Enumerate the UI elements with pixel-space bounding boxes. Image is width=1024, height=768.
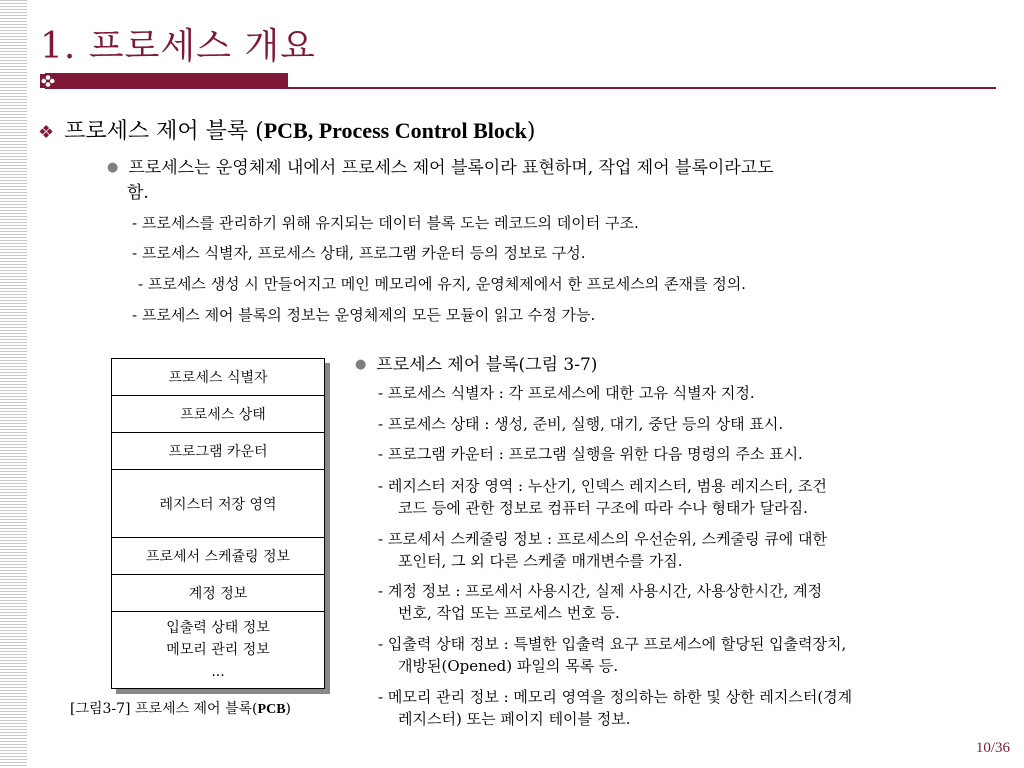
pcb-row-line: ...	[211, 664, 225, 680]
pcb-field-desc-cont: 레지스터) 또는 페이지 테이블 정보.	[398, 710, 631, 728]
round-bullet-icon: ●	[355, 357, 367, 372]
sub-item: - 프로세스 생성 시 만들어지고 메인 메모리에 유지, 운영체제에서 한 프로세스의 존재를 정의.	[138, 275, 746, 293]
pcb-row-line: 메모리 관리 정보	[166, 642, 270, 658]
pcb-field-desc: - 프로세서 스케줄링 정보 : 프로세스의 우선순위, 스케줄링 큐에 대한	[378, 530, 828, 548]
pcb-field-desc: - 프로그램 카운터 : 프로그램 실행을 위한 다음 명령의 주소 표시.	[378, 445, 803, 463]
bullet-pcb-definition	[107, 153, 774, 178]
bullet-pcb-figure	[355, 350, 597, 375]
pcb-row: 프로세스 상태	[112, 396, 324, 433]
pcb-field-desc-cont: 포인터, 그 외 다른 스케줄 매개변수를 가짐.	[398, 552, 683, 570]
pcb-field-desc-cont: 개방된(Opened) 파일의 목록 등.	[398, 657, 619, 675]
title-underline-rule	[288, 87, 996, 89]
pcb-field-desc: - 프로세스 식별자 : 각 프로세스에 대한 고유 식별자 지정.	[378, 384, 755, 402]
diamond-bullet-icon: ❖	[38, 122, 55, 143]
pcb-row-line: 입출력 상태 정보	[166, 620, 270, 636]
pcb-row: 계정 정보	[112, 575, 324, 612]
pcb-row-multi	[112, 612, 324, 688]
section-heading	[38, 114, 536, 145]
left-decorative-stripe	[0, 0, 27, 768]
title-diamond-icon	[40, 74, 56, 88]
bullet-pcb-definition-cont: 함.	[127, 183, 149, 203]
pcb-row: 프로세서 스케쥴링 정보	[112, 538, 324, 575]
bullet-line: 프로세스는 운영체제 내에서 프로세스 제어 블록이라 표현하며, 작업 제어 블록이라고도	[128, 158, 774, 178]
caption-text: [그림3-7] 프로세스 제어 블록(	[70, 701, 258, 717]
pcb-field-desc: - 프로세스 상태 : 생성, 준비, 실행, 대기, 중단 등의 상태 표시.	[378, 415, 784, 433]
heading-text: 프로세스 제어 블록 (	[64, 119, 264, 144]
figure-caption	[70, 698, 291, 718]
round-bullet-icon: ●	[107, 160, 119, 175]
caption-close: )	[285, 701, 291, 717]
title-underline-bar	[45, 73, 288, 89]
pcb-row: 프로세스 식별자	[112, 359, 324, 396]
pcb-field-desc-cont: 번호, 작업 또는 프로세스 번호 등.	[398, 604, 620, 622]
page-number: 10/36	[975, 740, 1010, 756]
pcb-field-desc: - 입출력 상태 정보 : 특별한 입출력 요구 프로세스에 할당된 입출력장치,	[378, 635, 847, 653]
heading-close-paren: )	[526, 119, 536, 144]
pcb-diagram-table	[111, 358, 325, 689]
pcb-field-desc-cont: 코드 등에 관한 정보로 컴퓨터 구조에 따라 수나 형태가 달라짐.	[398, 499, 808, 517]
caption-bold: PCB	[257, 702, 286, 717]
sub-item: - 프로세스 식별자, 프로세스 상태, 프로그램 카운터 등의 정보로 구성.	[132, 244, 586, 262]
sub-item: - 프로세스를 관리하기 위해 유지되는 데이터 블록 도는 레코드의 데이터 구조.	[132, 214, 639, 232]
heading-bold-text: PCB, Process Control Block	[263, 118, 527, 143]
pcb-field-desc: - 계정 정보 : 프로세서 사용시간, 실제 사용시간, 사용상한시간, 계정	[378, 582, 823, 600]
bullet-line: 프로세스 제어 블록(그림 3-7)	[376, 355, 598, 375]
pcb-row: 프로그램 카운터	[112, 433, 324, 470]
pcb-field-desc: - 메모리 관리 정보 : 메모리 영역을 정의하는 하한 및 상한 레지스터(경계	[378, 688, 853, 706]
sub-item: - 프로세스 제어 블록의 정보는 운영체제의 모든 모듈이 읽고 수정 가능.	[132, 306, 596, 324]
pcb-field-desc: - 레지스터 저장 영역 : 누산기, 인덱스 레지스터, 범용 레지스터, 조건	[378, 477, 827, 495]
slide-title: 1. 프로세스 개요	[40, 26, 316, 67]
pcb-row: 레지스터 저장 영역	[112, 470, 324, 538]
